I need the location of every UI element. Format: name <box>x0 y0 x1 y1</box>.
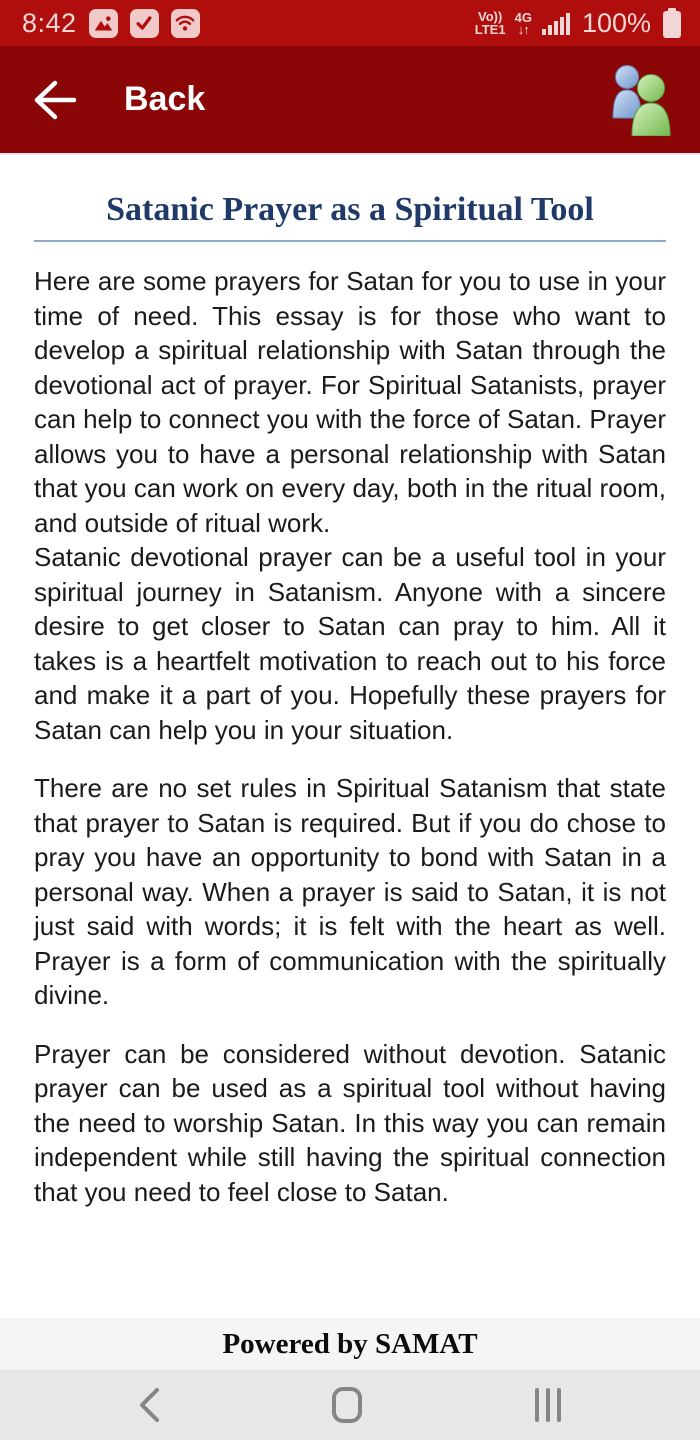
article-paragraph: Prayer can be considered without devotion. Satanic prayer can be used as a spiritual tool without having the need to worship Satan. In this way you can remain independent while still having the spiritual connection that you need to feel close to Satan. <box>34 1038 666 1207</box>
powered-by-text: Powered by SAMAT <box>222 1327 478 1360</box>
android-nav-bar <box>0 1370 700 1440</box>
network-type-indicator <box>515 11 532 35</box>
article-paragraph: Satanic devotional prayer can be a useful tool in your spiritual journey in Satanism. Anyone with a sincere desire to get closer to Satan can pray to him. All it takes is a heartfelt motivation to reach out to his force and make it a part of you. Hopefully these prayers for Satan can help you in your situation. <box>34 542 666 745</box>
network-type-label: 4G <box>514 10 532 25</box>
status-time: 8:42 <box>22 7 77 38</box>
article-paragraph: Here are some prayers for Satan for you to use in your time of need. This essay is for those who want to develop a spiritual relationship with Satan through the devotional act of prayer. For Spiritual Satanists, prayer can help to connect you with the force of Satan. Prayer allows you to have a personal relationship with Satan that you can work on every day, both in the ritual room, and outside of ritual work. <box>34 266 666 538</box>
nav-recents-icon <box>532 1386 564 1424</box>
gallery-icon <box>89 9 118 38</box>
nav-back-button[interactable] <box>136 1386 162 1424</box>
checkmark-icon <box>130 9 159 38</box>
nav-home-button[interactable] <box>331 1386 363 1424</box>
article-paragraph: There are no set rules in Spiritual Satanism that state that prayer to Satan is required. But if you do chose to pray you have an opportunity to bond with Satan in a personal way. When a prayer is said to Satan, it is not just said with words; it is felt with the heart as well. Prayer is a form of communication with the spiritually divine. <box>34 773 666 1010</box>
nav-recents-button[interactable] <box>532 1386 564 1424</box>
status-bar-right <box>475 7 684 39</box>
battery-percent: 100% <box>581 7 651 38</box>
app-bar-title: Back <box>124 80 206 118</box>
article-content <box>0 155 700 1318</box>
title-divider <box>34 240 666 242</box>
arrow-left-icon <box>28 77 78 123</box>
nav-back-icon <box>136 1386 162 1424</box>
back-button[interactable] <box>28 77 78 123</box>
footer-bar <box>0 1318 700 1370</box>
data-arrows: ↓↑ <box>517 22 529 37</box>
volte-indicator <box>475 10 506 36</box>
nav-home-icon <box>331 1386 363 1424</box>
battery-icon <box>660 7 684 39</box>
app-bar <box>0 46 700 155</box>
two-people-icon <box>606 64 672 136</box>
status-bar <box>0 0 700 46</box>
contacts-button[interactable] <box>606 64 672 136</box>
signal-strength-icon <box>541 10 571 36</box>
wifi-icon <box>171 9 200 38</box>
article-title: Satanic Prayer as a Spiritual Tool <box>106 191 594 228</box>
volte-top-label: Vo)) <box>478 9 503 24</box>
volte-bottom-label: LTE1 <box>474 22 506 37</box>
status-bar-left <box>22 8 200 39</box>
